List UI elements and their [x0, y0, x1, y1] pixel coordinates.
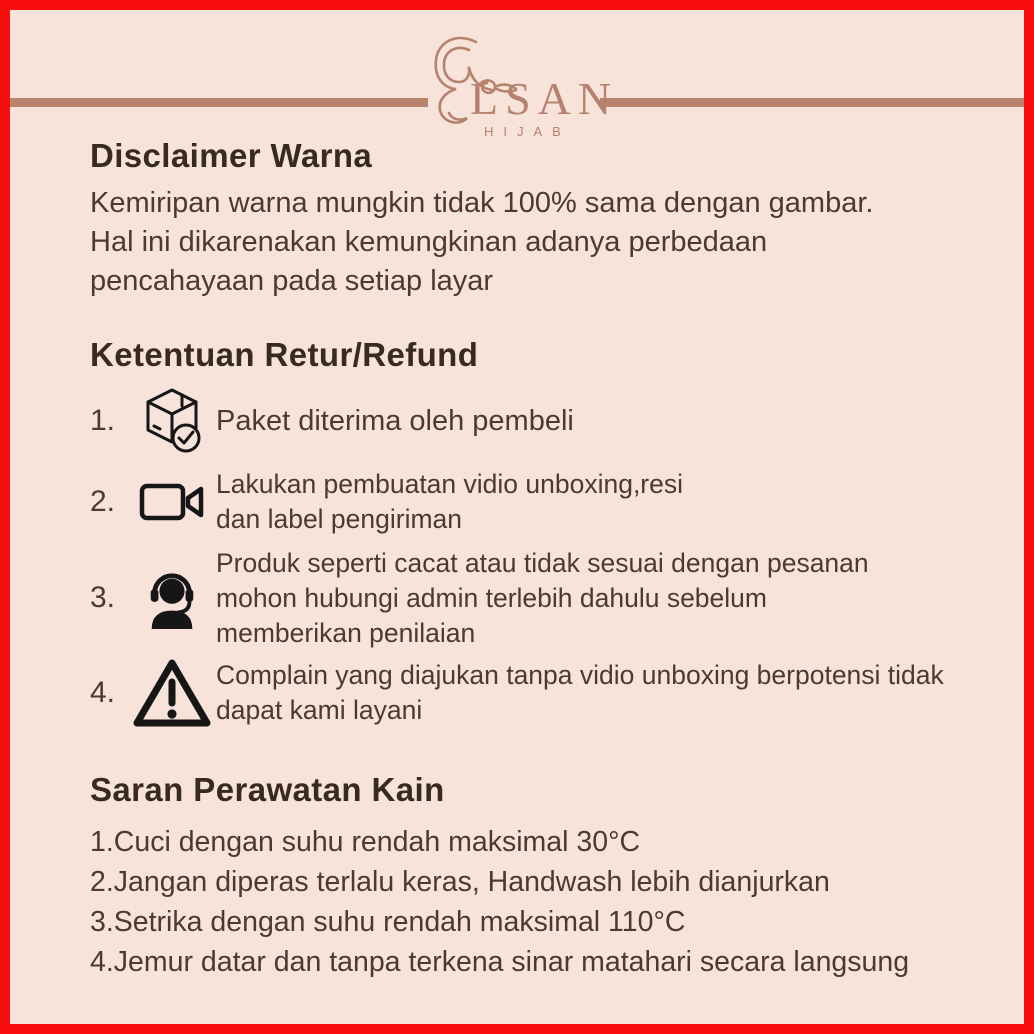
retur-item-text: Complain yang diajukan tanpa vidio unboxing berpotensi tidak [216, 660, 944, 690]
retur-item-3 [90, 543, 869, 653]
customer-service-icon [128, 566, 216, 630]
brand-subtitle: HIJAB [484, 124, 571, 139]
brand-logo [402, 30, 632, 142]
hijab-logo-icon [402, 30, 632, 142]
brand-name: LSAN [470, 73, 619, 124]
disclaimer-title: Disclaimer Warna [90, 137, 373, 174]
disclaimer-line: Hal ini dikarenakan kemungkinan adanya perbedaan [90, 226, 768, 258]
header-divider-left [10, 98, 428, 107]
care-item: 4.Jemur datar dan tanpa terkena sinar matahari secara langsung [90, 946, 910, 978]
disclaimer-line: Kemiripan warna mungkin tidak 100% sama dengan gambar. [90, 187, 874, 219]
warning-icon [128, 655, 216, 731]
retur-item-1 [90, 380, 574, 462]
retur-item-text: dapat kami layani [216, 695, 423, 725]
retur-item-2 [90, 462, 683, 542]
section-disclaimer [90, 136, 970, 301]
retur-item-text: Paket diterima oleh pembeli [216, 404, 574, 437]
video-camera-icon [128, 478, 216, 526]
item-number: 3. [90, 581, 116, 614]
care-item: 2.Jangan diperas terlalu keras, Handwash lebih dianjurkan [90, 866, 830, 898]
section-care [90, 770, 980, 982]
retur-item-text: mohon hubungi admin terlebih dahulu sebelum [216, 582, 767, 613]
package-check-icon [128, 385, 216, 457]
item-number: 4. [90, 676, 116, 709]
retur-title: Ketentuan Retur/Refund [90, 336, 479, 373]
item-number: 1. [90, 404, 116, 437]
disclaimer-line: pencahayaan pada setiap layar [90, 265, 494, 297]
retur-item-text: memberikan penilaian [216, 617, 476, 648]
care-title: Saran Perawatan Kain [90, 771, 445, 808]
retur-item-text: dan label pengiriman [216, 504, 463, 534]
retur-item-text: Lakukan pembuatan vidio unboxing,resi [216, 469, 684, 499]
care-item: 3.Setrika dengan suhu rendah maksimal 110°C [90, 906, 686, 938]
care-item: 1.Cuci dengan suhu rendah maksimal 30°C [90, 826, 641, 858]
retur-item-4 [90, 645, 944, 741]
header-divider-right [600, 98, 1024, 107]
item-number: 2. [90, 485, 116, 518]
retur-item-text: Produk seperti cacat atau tidak sesuai dengan pesanan [216, 547, 869, 578]
